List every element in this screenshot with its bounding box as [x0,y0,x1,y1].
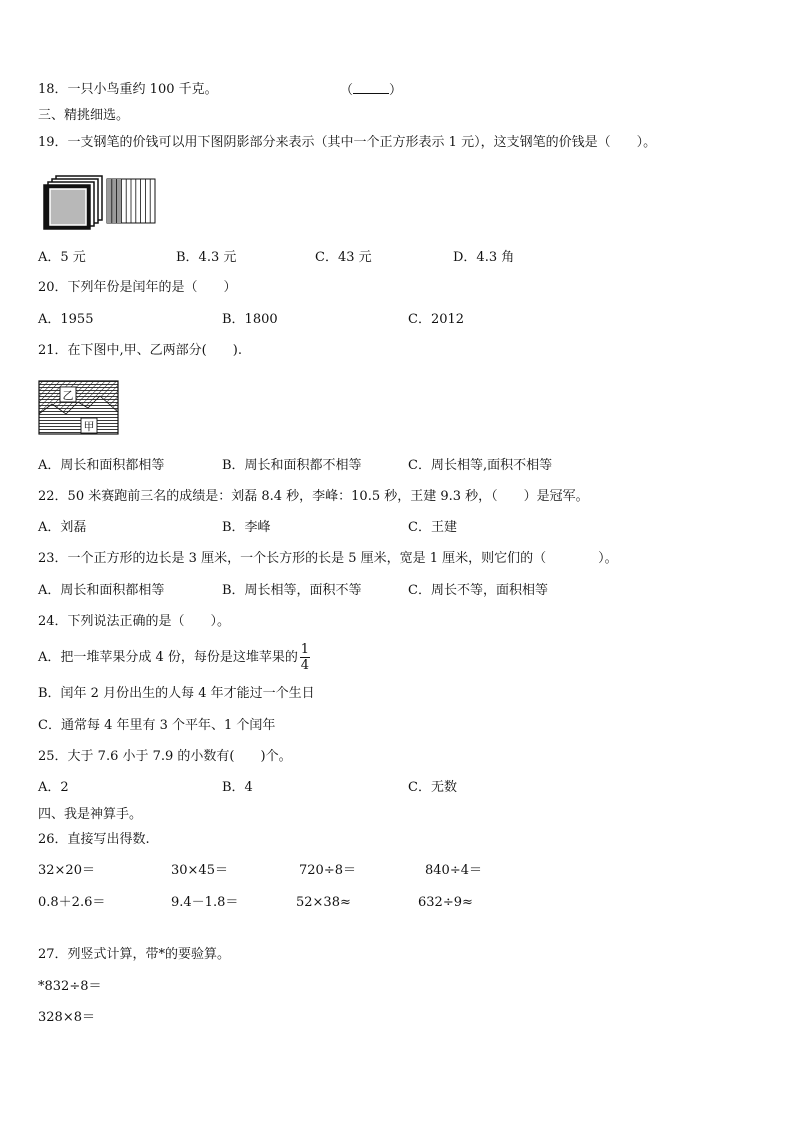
option-b: B．4 [222,780,253,795]
question-23: 23．一个正方形的边长是 3 厘米，一个长方形的长是 5 厘米，宽是 1 厘米，则它们的（ ）。 [38,551,618,566]
option-a: A．5 元 [38,250,86,265]
section-heading: 四、我是神算手。 [38,807,143,822]
option-b: B．4.3 元 [176,250,237,265]
option-a: A．周长和面积都相等 [38,458,165,473]
calc-item: *832÷8＝ [38,979,102,994]
option-d: D．4.3 角 [453,250,515,265]
fraction: $\frac{1}{4}$ [300,642,310,673]
option-a: A．2 [38,780,69,795]
calc-item: 840÷4＝ [425,863,482,878]
calc-item: 52×38≈ [296,895,351,910]
option-a: A．把一堆苹果分成 4 份，每份是这堆苹果的 $\frac{1}{4}$ [38,642,310,673]
calc-item: 0.8＋2.6＝ [38,895,106,910]
answer-blank: （ ） [340,83,403,98]
question-21: 21．在下图中,甲、乙两部分( ). [38,343,242,358]
question-19: 19．一支钢笔的价钱可以用下图阴影部分来表示（其中一个正方形表示 1 元），这支钢笔的价钱是（ ）。 [38,135,657,150]
question-26: 26．直接写出得数. [38,832,150,847]
option-b: B．李峰 [222,520,271,535]
option-c: C．周长不等，面积相等 [408,583,548,598]
section-heading: 三、精挑细选。 [38,108,130,123]
question-20: 20．下列年份是闰年的是（ ） [38,280,237,295]
calc-item: 720÷8＝ [299,863,356,878]
question-text: 18．一只小鸟重约 100 千克。 [38,82,218,97]
calc-item: 632÷9≈ [418,895,473,910]
option-c: C．无数 [408,780,457,795]
option-b: B．周长相等，面积不等 [222,583,362,598]
question-22: 22．50 米赛跑前三名的成绩是：刘磊 8.4 秒，李峰：10.5 秒，王建 9.3 秒，（ ）是冠军。 [38,489,589,504]
option-b: B．闰年 2 月份出生的人每 4 年才能过一个生日 [38,686,315,701]
option-c: C．王建 [408,520,457,535]
calc-item: 328×8＝ [38,1010,95,1025]
question-19-figure [44,174,158,232]
question-21-figure [38,380,120,436]
label-jia: 甲 [83,420,95,433]
question-24: 24．下列说法正确的是（ ）。 [38,614,231,629]
calc-item: 32×20＝ [38,863,95,878]
option-c: C．通常每 4 年里有 3 个平年、1 个闰年 [38,718,276,733]
option-c: C．43 元 [315,250,372,265]
option-a: A．刘磊 [38,520,87,535]
question-27: 27．列竖式计算，带*的要验算。 [38,947,231,962]
option-a: A．周长和面积都相等 [38,583,165,598]
option-a: A．1955 [38,312,94,327]
question-25: 25．大于 7.6 小于 7.9 的小数有( )个。 [38,749,292,764]
calc-item: 30×45＝ [171,863,228,878]
option-b: B．周长和面积都不相等 [222,458,362,473]
option-c: C．周长相等,面积不相等 [408,458,553,473]
option-b: B．1800 [222,312,278,327]
question-18 [38,81,218,99]
calc-item: 9.4－1.8＝ [171,895,239,910]
option-c: C．2012 [408,312,465,327]
label-yi: 乙 [62,389,74,402]
